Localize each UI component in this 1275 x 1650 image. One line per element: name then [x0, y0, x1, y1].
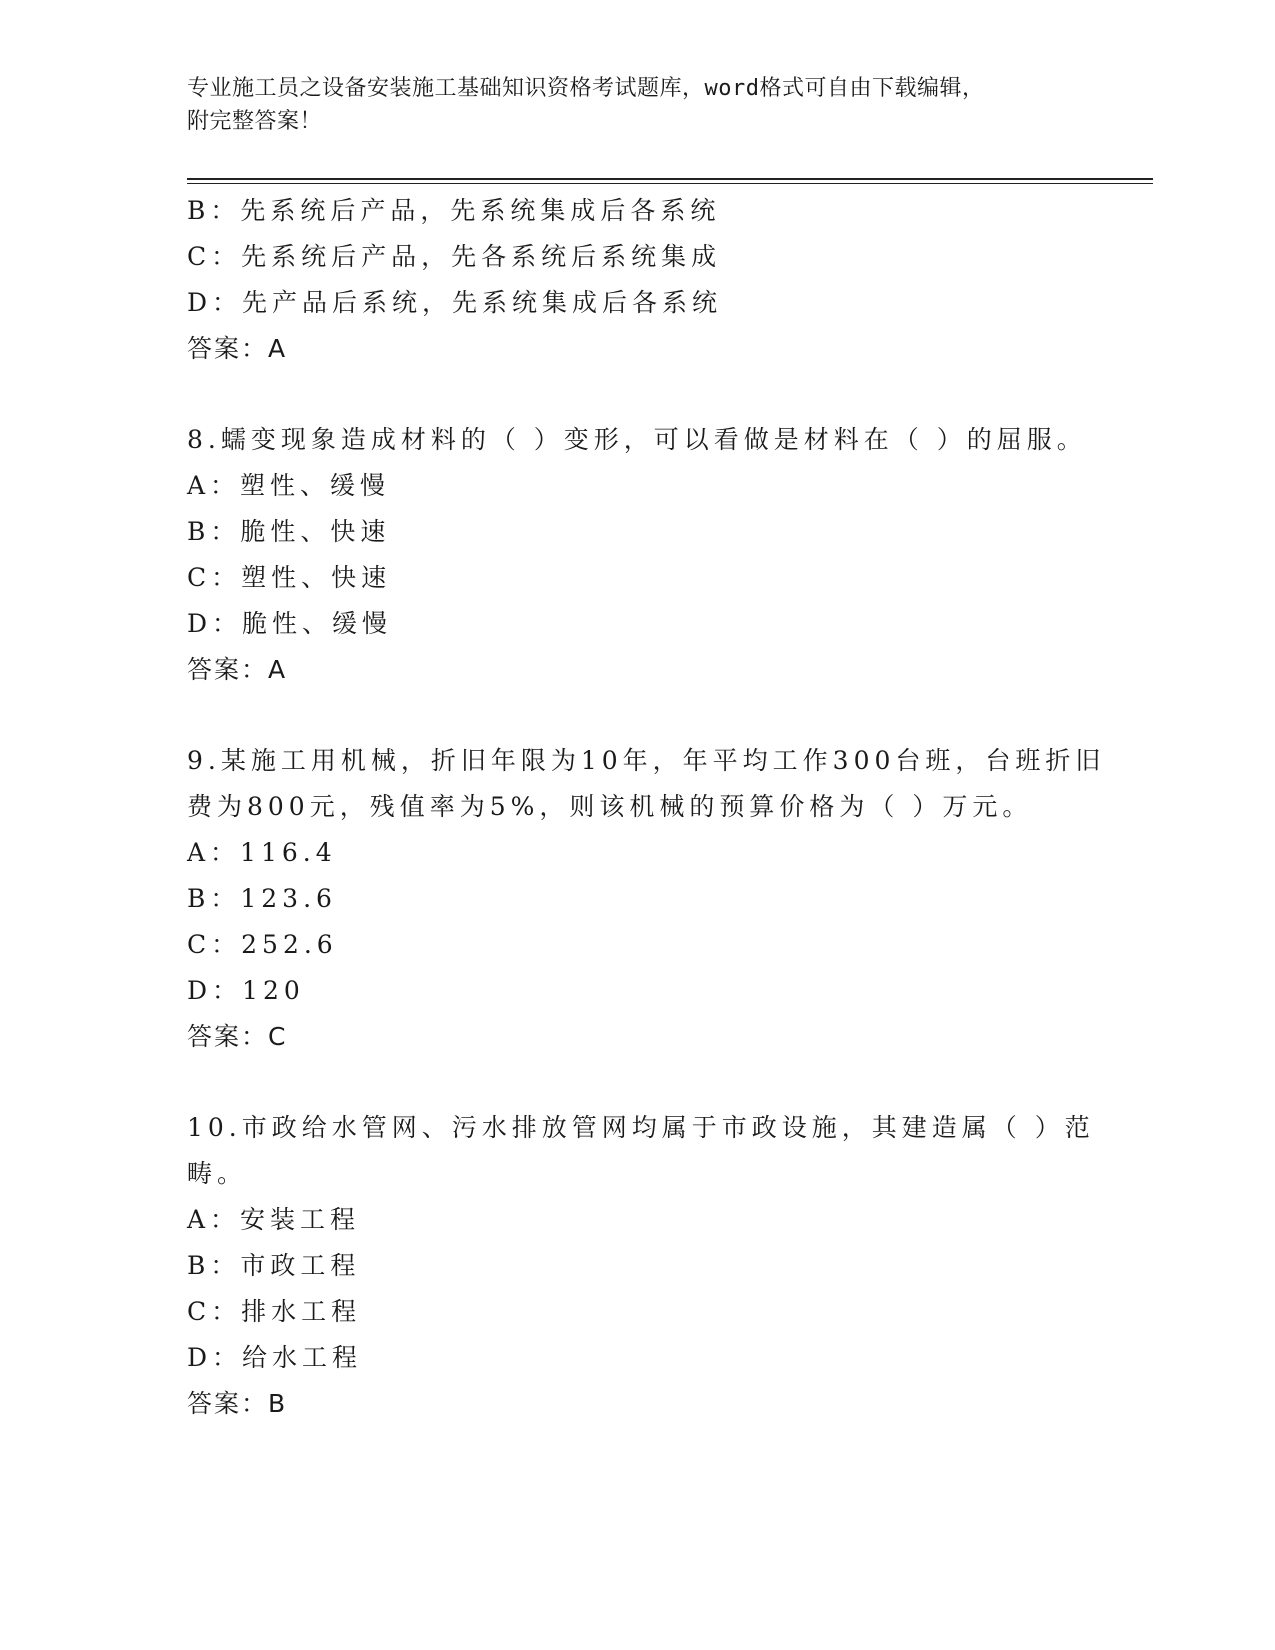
- option-d: D：120: [187, 976, 305, 1005]
- answer: 答案：A: [187, 655, 288, 684]
- question-stem-line-1: 10.市政给水管网、污水排放管网均属于市政设施，其建造属（ ）范: [187, 1113, 1095, 1142]
- header-divider-thick: [187, 178, 1153, 180]
- option-c: C：252.6: [187, 930, 338, 959]
- question-9: [187, 738, 1106, 1060]
- spacer: [187, 1060, 1087, 1105]
- header-divider-thin: [187, 183, 1153, 184]
- question-list: [187, 188, 1106, 1427]
- answer: 答案：C: [187, 1022, 288, 1051]
- question-stem: 8.蠕变现象造成材料的（ ）变形，可以看做是材料在（ ）的屈服。: [187, 425, 1087, 454]
- option-b: B：脆性、快速: [187, 517, 391, 546]
- option-c: C：塑性、快速: [187, 563, 392, 592]
- option-d: D：脆性、缓慢: [187, 609, 393, 638]
- option-c: C：排水工程: [187, 1297, 362, 1326]
- option-d: D：先产品后系统，先系统集成后各系统: [187, 288, 723, 317]
- document-header: [187, 72, 1067, 138]
- option-a: A：116.4: [187, 838, 337, 867]
- answer: 答案：B: [187, 1389, 288, 1418]
- question-8: [187, 417, 1087, 693]
- question-7: [187, 188, 1087, 372]
- option-c: C：先系统后产品，先各系统后系统集成: [187, 242, 722, 271]
- question-stem-line-1: 9.某施工用机械，折旧年限为10年，年平均工作300台班，台班折旧: [187, 746, 1106, 775]
- option-b: B：市政工程: [187, 1251, 361, 1280]
- question-stem-line-2: 畴。: [187, 1159, 248, 1188]
- option-d: D：给水工程: [187, 1343, 363, 1372]
- header-line-2: 附完整答案！: [187, 109, 323, 134]
- spacer: [187, 372, 1087, 417]
- option-a: A：塑性、缓慢: [187, 471, 391, 500]
- header-line-1: 专业施工员之设备安装施工基础知识资格考试题库，word格式可自由下载编辑，: [187, 76, 985, 101]
- spacer: [187, 693, 1087, 738]
- option-b: B：123.6: [187, 884, 337, 913]
- question-10: [187, 1105, 1095, 1427]
- option-a: A：安装工程: [187, 1205, 361, 1234]
- option-b: B：先系统后产品，先系统集成后各系统: [187, 196, 721, 225]
- answer: 答案：A: [187, 334, 288, 363]
- question-stem-line-2: 费为800元，残值率为5%，则该机械的预算价格为（ ）万元。: [187, 792, 1033, 821]
